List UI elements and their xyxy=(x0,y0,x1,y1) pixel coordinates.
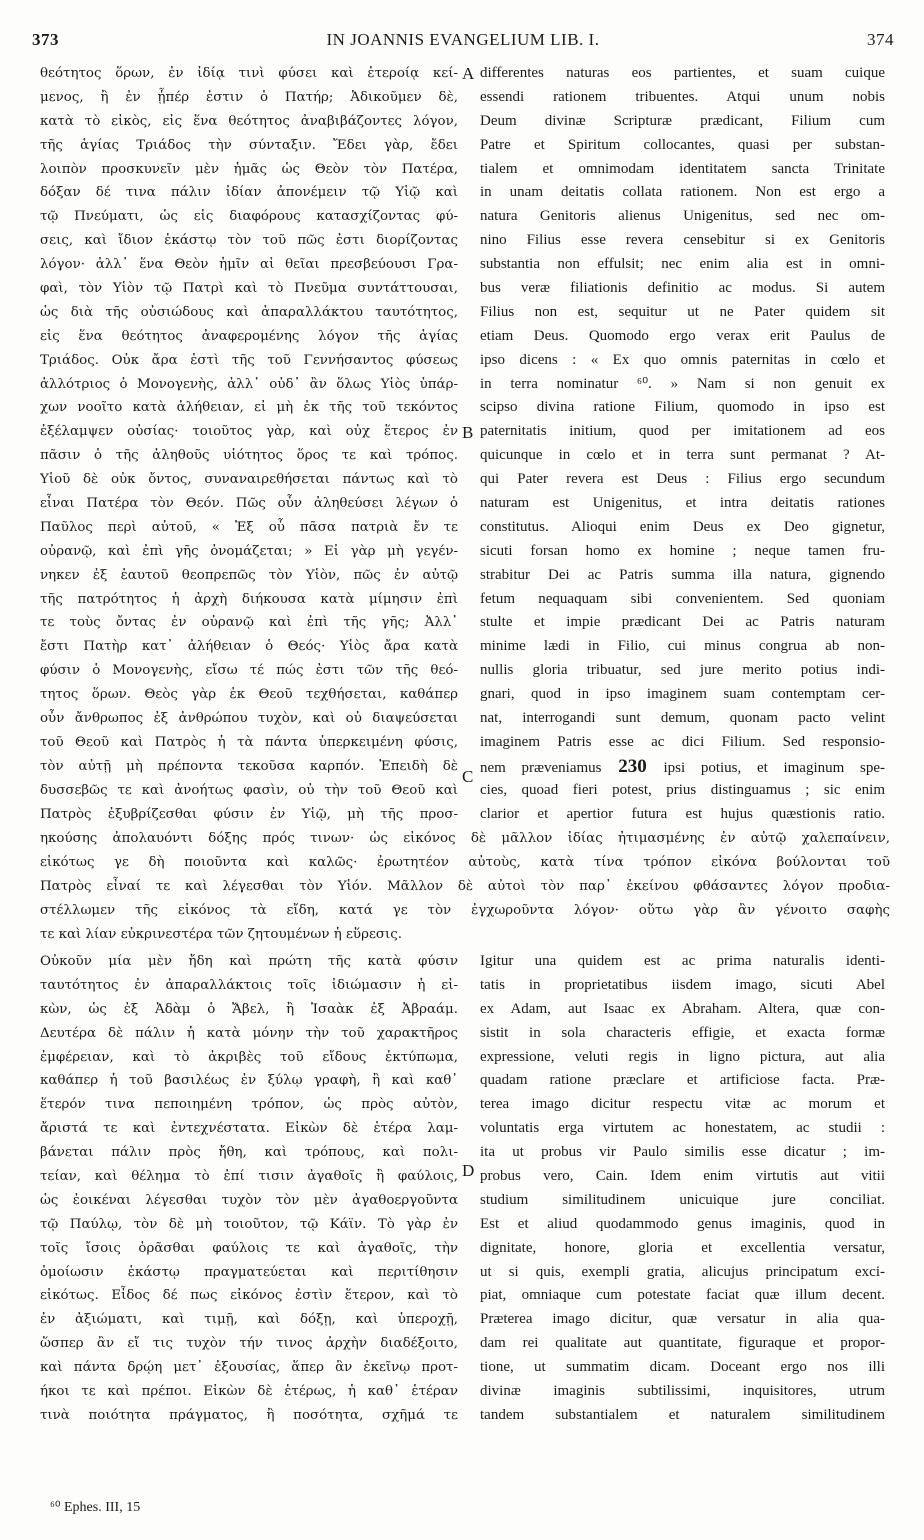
margin-letter-c: C xyxy=(462,767,474,786)
greek-text-line: οὖν ἄνθρωπος ἐξ ἀνθρώπου τυχὸν, καὶ οὐ διαψεύσεται xyxy=(40,711,458,727)
greek-text-line: εἶναι Πατέρα τὸν Θεόν. Πῶς οὖν ἀληθεύσει λέγων ὁ xyxy=(40,496,458,512)
greek-text-line: τῆς ἁγίας Τριάδος τὴν σύνταξιν. Ἔδει γὰρ, ἔδει xyxy=(40,137,458,153)
greek-full-width-block xyxy=(40,827,890,946)
latin-text-line: probus vero, Cain. Idem enim virtutis aut vitii xyxy=(480,1168,885,1185)
latin-text-line: in unam deitatis collata rationem. Non est ergo a xyxy=(480,184,885,201)
latin-text-line: Deum divinæ Scripturæ prædicant, Filium cum xyxy=(480,112,885,129)
greek-text-line: τοῖς ἴσοις ὁρᾶσθαι φαύλοις τε καὶ ἀγαθοῖς, τὴν xyxy=(40,1240,458,1256)
greek-text-line: Οὐκοῦν μία μὲν ἤδη καὶ πρώτη τῆς κατὰ φύσιν xyxy=(40,954,458,969)
marginal-column-number: 230 xyxy=(601,755,664,777)
greek-text-line: ἔστι Πατὴρ κατ᾽ ἀλήθειαν ὁ Θεός· Υἱὸς ἄρα κατὰ xyxy=(40,639,458,655)
greek-text-line: κὼν, ὡς ἐξ Ἀδὰμ ὁ Ἄβελ, ἢ Ἰσαὰκ ἐξ Ἀβραάμ. xyxy=(40,1001,458,1017)
greek-full-line: τε καὶ λίαν εὐκρινεστέρα τῶν ζητουμένων ἡ εὕρεσις. xyxy=(40,926,403,942)
latin-text-line: scipso divina ratione Filium, quomodo in ipso est xyxy=(480,399,885,416)
latin-text-line: Patre et Spiritum collocantes, quasi per substan- xyxy=(480,136,885,153)
greek-text-line: ὁμοίωσιν ἑκάστῳ πραγματεύεται καὶ περιτίθησιν xyxy=(40,1264,458,1280)
latin-text-line: ita ut probus vir Paulo similis esse dicatur ; im- xyxy=(480,1144,885,1161)
greek-full-line: στέλλωμεν τῆς εἰκόνος τὰ εἴδη, κατά γε τὸν ἐγχωροῦντα λόγον· οὕτω γὰρ ἂν γένοιτο σαφὴς xyxy=(40,902,890,918)
latin-text-line: Præterea imago dicitur, quæ versatur in alia qua- xyxy=(480,1311,885,1328)
latin-text-line: in terra nominatur ⁶⁰. » Nam si non genuit ex xyxy=(480,375,885,392)
latin-text-line: Est et aliud quodammodo genus imaginis, quod in xyxy=(480,1215,885,1232)
greek-text-line: τε τοὺς ὄντας ἐν οὐρανῷ καὶ ἐπὶ τῆς γῆς; Ἀλλ᾽ xyxy=(40,615,458,631)
greek-text-line: βάνεται πάλιν πρὸς ἤθη, καὶ τρόπους, καὶ πολι- xyxy=(40,1145,458,1161)
greek-text-line: εἰς ἕνα θεότητος ἀναφερομένης λόγον τῆς ἁγίας xyxy=(40,328,458,344)
latin-text-line: studium similitudinem unicuique jure conciliat. xyxy=(480,1191,885,1208)
greek-text-line: εἰκότως. Εἶδος δέ πως εἰκόνος ἐστὶν ἕτερον, καὶ τὸ xyxy=(40,1288,458,1304)
greek-column-bottom xyxy=(40,950,458,1428)
latin-text-line: piat, omniaque cum potestate faciat quæ illum decent. xyxy=(480,1287,885,1304)
latin-text-line: bus veræ filiationis definitio ac modus. Si autem xyxy=(480,280,885,297)
latin-text-line: nino Filius esse revera censebitur si ex Genitoris xyxy=(480,232,885,249)
greek-text-line: κατὰ τὸ εἰκὸς, εἰς ἕνα θεότητος ἀναβιβάζοντες λόγον, xyxy=(40,113,458,129)
latin-text-line: clarior et apertior futura est hujus quæstionis ratio. xyxy=(480,805,885,822)
greek-text-line: λόγον· ἀλλ᾽ ἕνα Θεὸν ἡμῖν αἱ θεῖαι πρεσβεύουσι Γρα- xyxy=(40,257,458,273)
latin-text-line: quadam ratione præclare et artificiose facta. Præ- xyxy=(480,1072,885,1089)
greek-text-line: νηκεν ἐξ ἑαυτοῦ θεοπρεπῶς τὸν Υἱὸν, πῶς ἐν αὐτῷ xyxy=(40,567,458,583)
latin-text-line: quicunque in cœlo et in terra sunt permanat ? At- xyxy=(480,447,885,464)
greek-text-line: πᾶσιν ὁ τῆς ἀληθοῦς υἱότητος ὅρος τε καὶ τρόπος. xyxy=(40,448,458,464)
greek-full-line: ηκούσης ἀπολαυόντι δόξης πρός τινων· ὡς εἰκόνος δὲ μᾶλλον ἰδίας ἠτιμασμένης ἐν αὐτῷ χαλεπαίνειν, xyxy=(40,831,890,846)
latin-text-line: natura Genitoris alienus Unigenitus, sed nec om- xyxy=(480,208,885,225)
latin-text-line: strabitur Dei ac Patris summa illa natura, gignendo xyxy=(480,566,885,583)
latin-text-line: tandem substantialem et naturalem similitudinem xyxy=(480,1406,885,1423)
latin-text-line: qui Pater revera est Deus : Filius ergo secundum xyxy=(480,471,885,488)
greek-full-line: Πατρὸς εἶναί τε καὶ λέγεσθαι τὸν Υἱόν. Μᾶλλον δὲ αὐτοὶ τὸν παρ᾽ ἐκείνου φθάσαντες λόγον προδια- xyxy=(40,878,890,894)
greek-text-line: δόξαν δέ τινα πάλιν ἰδίαν ἀπονέμειν τῷ Υἱῷ καὶ xyxy=(40,185,458,201)
latin-text-line: dignitate, honore, gloria et excellentia versatur, xyxy=(480,1239,885,1256)
running-header xyxy=(30,30,896,56)
margin-letter-b: B xyxy=(462,423,474,442)
greek-text-line: τητος ὅρων. Θεὸς γὰρ ἐκ Θεοῦ τεχθήσεται, καθάπερ xyxy=(40,687,458,703)
greek-text-line: τοῦ Θεοῦ καὶ Πατρὸς ἡ τὰ πάντα ὑπερκειμένη φύσις, xyxy=(40,734,458,750)
margin-letter-a: A xyxy=(462,64,475,83)
latin-text-line: sicuti forsan homo ex homine ; neque tamen fru- xyxy=(480,542,885,559)
latin-text-line: Filius non est, sequitur ut ne Pater quidem sit xyxy=(480,303,885,320)
greek-text-line: ἐξέλαμψεν οὐσίας· τοιοῦτος γὰρ, καὶ οὐχ ἕτερος ἐν xyxy=(40,424,458,440)
latin-text-line: ex Adam, aut Isaac ex Abraham. Altera, quæ con- xyxy=(480,1000,885,1017)
latin-text-line: tatis in proprietatibus iisdem imago, sicuti Abel xyxy=(480,976,885,993)
right-page-number: 374 xyxy=(867,30,894,49)
greek-text-line: χων νοοῖτο κατὰ ἀλήθειαν, εἰ μὴ ἐκ τῆς τοῦ τεκόντος xyxy=(40,400,458,416)
greek-text-line: ἄριστά τε καὶ ἐντεχνέστατα. Εἰκὼν δὲ ἑτέρα λαμ- xyxy=(40,1121,458,1137)
greek-text-line: οὐρανῷ, καὶ ἐπὶ γῆς ὀνομάζεται; » Εἰ γὰρ μὴ γεγέν- xyxy=(40,543,458,559)
greek-text-line: ἐμφέρειαν, καὶ τὸ ἀκριβὲς τοῦ εἴδους ἐκτύπωμα, xyxy=(40,1049,458,1065)
greek-text-line: τῆς πατρότητος ἡ ἀρχὴ διήκουσα κατὰ μίμησιν ἐπὶ xyxy=(40,591,458,607)
greek-text-line: ήκοι τε καὶ πρέποι. Εἰκὼν δὲ ἑτέρως, ἡ καθ᾽ ἑτέραν xyxy=(40,1384,458,1400)
latin-text-line: imaginem Patris esse ac dici Filium. Sed responsio- xyxy=(480,733,885,750)
greek-text-line: σεις, καὶ ἴδιον ἑκάστῳ τὸν τοῦ πῶς ἐστι διορίζοντας xyxy=(40,233,458,249)
running-title: IN JOANNIS EVANGELIUM LIB. I. xyxy=(326,30,600,49)
latin-column-top xyxy=(480,62,885,827)
greek-text-line: ἐν ἀξιώματι, καὶ τιμῇ, καὶ δόξῃ, καὶ ὑπεροχῇ, xyxy=(40,1312,458,1328)
latin-text-line: tialem et omnimodam identitatem sancta Trinitate xyxy=(480,160,885,177)
latin-text-line: expressione, veluti regis in ligno pictura, aut alia xyxy=(480,1048,885,1065)
greek-text-line: Δευτέρα δὲ πάλιν ἡ κατὰ μόνην τὴν τοῦ χαρακτῆρος xyxy=(40,1025,458,1041)
left-page-number: 373 xyxy=(32,30,59,49)
latin-text-line: gnari, quod in ipso imaginem suam contemptam cer- xyxy=(480,686,885,703)
latin-text-line: voluntatis erga virtutem ac honestatem, ac studii : xyxy=(480,1120,885,1137)
latin-text-line: tione, ut summatim dicam. Doceant ergo nos illi xyxy=(480,1359,885,1376)
latin-text-line: stulte et impie prædicant Dei ac Patris naturam xyxy=(480,614,885,631)
greek-text-line: τῷ Παύλῳ, τὸν δὲ μὴ τοιοῦτον, τῷ Κάϊν. Τὸ γὰρ ἐν xyxy=(40,1216,458,1232)
latin-text-line: constitutus. Alioqui enim Deus ex Deo gignetur, xyxy=(480,518,885,535)
latin-text-line: cies, quoad fieri potest, prius distinguamus ; sic enim xyxy=(480,781,885,798)
greek-text-line: φύσιν ὁ Μονογενὴς, εἴσω τέ πώς ἐστι τῶν τῆς θεό- xyxy=(40,663,458,679)
greek-text-line: Πατρὸς ἐξυβρίζεσθαι φύσιν ἐν Υἱῷ, μὴ τῆς προσ- xyxy=(40,806,458,822)
footnote: ⁶⁰ Ephes. III, 15 xyxy=(50,1500,141,1515)
greek-text-line: ἀλλότριος ὁ Μονογενὴς, ἀλλ᾽ οὐδ᾽ ἂν ὅλως Υἱὸς ὑπάρ- xyxy=(40,376,458,392)
greek-text-line: μενος, ἢ ἐν ᾗπέρ ἐστιν ὁ Πατήρ; Ἀδικοῦμεν δὲ, xyxy=(40,89,458,105)
latin-text-line: naturam est Unigenitus, et intra deitatis rationes xyxy=(480,495,885,512)
latin-text-line: terea imago dicitur respectu vitæ ac morum et xyxy=(480,1096,885,1113)
latin-text-line: Igitur una quidem est ac prima naturalis identi- xyxy=(480,953,885,969)
greek-text-line: ὡς διὰ τῆς οὐσιώδους καὶ ἀπαραλλάκτου ταυτότητος, xyxy=(40,304,458,320)
latin-column-bottom xyxy=(480,950,885,1428)
margin-letter-d: D xyxy=(462,1161,475,1180)
latin-text-line: differentes naturas eos partientes, et suam cuique xyxy=(480,65,885,81)
latin-text-fragment: ipsi potius, et imaginum spe- xyxy=(663,759,885,776)
greek-text-line: καὶ πάντα δρῴη μετ᾽ ἐξουσίας, ἅπερ ἂν ἐκεῖνῳ προτ- xyxy=(40,1360,458,1376)
greek-text-line: φαὶ, τὸν Υἱὸν τῷ Πατρὶ καὶ τὸ Πνεῦμα συντάττουσαι, xyxy=(40,281,458,297)
latin-text-line: paternitatis initium, quod per imitationem ad eos xyxy=(480,423,885,440)
greek-text-line: ἕτερόν τινα πεποιημένη τρόπον, ὡς πρὸς αὐτὸν, xyxy=(40,1097,458,1113)
greek-text-line: ὡς ἐοικέναι λέγεσθαι τυχὸν τὸν μὲν ἀγαθοεργοῦντα xyxy=(40,1192,458,1208)
greek-text-line: Παῦλος περὶ αὐτοῦ, « Ἐξ οὗ πᾶσα πατριὰ ἔν τε xyxy=(40,519,458,535)
greek-text-line: ταυτότητος ἐν ἀπαραλλάκτοις τοῖς ἰδιώμασιν ἡ εἰ- xyxy=(40,977,458,993)
latin-text-line: ipso dicens : « Ex quo omnis paternitas in cœlo et xyxy=(480,351,885,368)
greek-text-line: θεότητος ὅρων, ἐν ἰδίᾳ τινὶ φύσει καὶ ἑτεροίᾳ κεί- xyxy=(40,66,458,81)
greek-text-line: καθάπερ ἡ τοῦ βασιλέως ἐν ξύλῳ γραφὴ, ἢ καὶ καθ᾽ xyxy=(40,1073,458,1089)
latin-text-fragment: nem præveniamus xyxy=(480,759,602,776)
latin-text-line: dam rei qualitate aut quantitate, figuraque et propor- xyxy=(480,1335,885,1352)
greek-column-top xyxy=(40,62,458,827)
greek-text-line: δυσσεβῶς τε καὶ ἀνοήτως φασὶν, οὐ τὴν τοῦ Θεοῦ καὶ xyxy=(40,782,458,798)
latin-text-line: fetum nequaquam sibi convenientem. Sed quoniam xyxy=(480,590,885,607)
greek-text-line: Τριάδος. Οὐκ ἄρα ἐστὶ τῆς τοῦ Γεννήσαντος φύσεως xyxy=(40,352,458,368)
latin-text-line: ut si quis, exempli gratia, alicujus principatum exci- xyxy=(480,1263,885,1280)
greek-text-line: Υἱοῦ δὲ οὐκ ὄντος, συναναιρεθήσεται πάντως καὶ τὸ xyxy=(40,472,458,488)
latin-text-line xyxy=(480,755,885,779)
greek-text-line: τὸν αὐτῇ μὴ πρέποντα τεκοῦσα καρπόν. Ἐπειδὴ δὲ xyxy=(40,758,458,774)
greek-text-line: τινὰ ποιότητα πράγματος, ἢ ποσότητα, σχῆμά τε xyxy=(40,1407,458,1423)
greek-text-line: ὥσπερ ἂν εἴ τις τυχὸν τήν τινος ἀρχὴν διαδέξοιτο, xyxy=(40,1336,458,1352)
latin-text-line: divinæ imaginis subtilissimi, inquisitores, utrum xyxy=(480,1383,885,1400)
greek-full-line: εἰκότως γε δὴ ποιοῦντα καὶ καλῶς· ἐρωτητέον αὐτοὺς, κατὰ τίνα τρόπον εἰκόνα βούλονται τοῦ xyxy=(40,854,890,870)
greek-text-line: τείαν, καὶ θέλημα τὸ ἐπί τισιν ἀγαθοῖς ἢ φαύλοις, xyxy=(40,1169,458,1185)
latin-text-line: minime lædi in Filio, cui minus congrua ab non- xyxy=(480,638,885,655)
latin-text-line: substantia non effulsit; nec enim alia est in omni- xyxy=(480,256,885,273)
greek-text-line: τῷ Πνεύματι, ὡς εἰς διαφόρους κατασχίζοντας φύ- xyxy=(40,209,458,225)
latin-text-line: sistit in sola characteris effigie, et exacta formæ xyxy=(480,1024,885,1041)
latin-text-line: nullis gloria tribuatur, sed jure merito potius indi- xyxy=(480,662,885,679)
latin-text-line: etiam Deus. Quomodo ergo verax erit Paulus de xyxy=(480,327,885,344)
greek-text-line: λοιπὸν προσκυνεῖν μὲν ἡμᾶς ὡς Θεὸν τὸν Πατέρα, xyxy=(40,161,458,177)
latin-text-line: essendi rationem tribuentes. Atqui unum nobis xyxy=(480,88,885,105)
latin-text-line: nat, interrogandi sunt demum, quonam pacto velint xyxy=(480,710,885,727)
